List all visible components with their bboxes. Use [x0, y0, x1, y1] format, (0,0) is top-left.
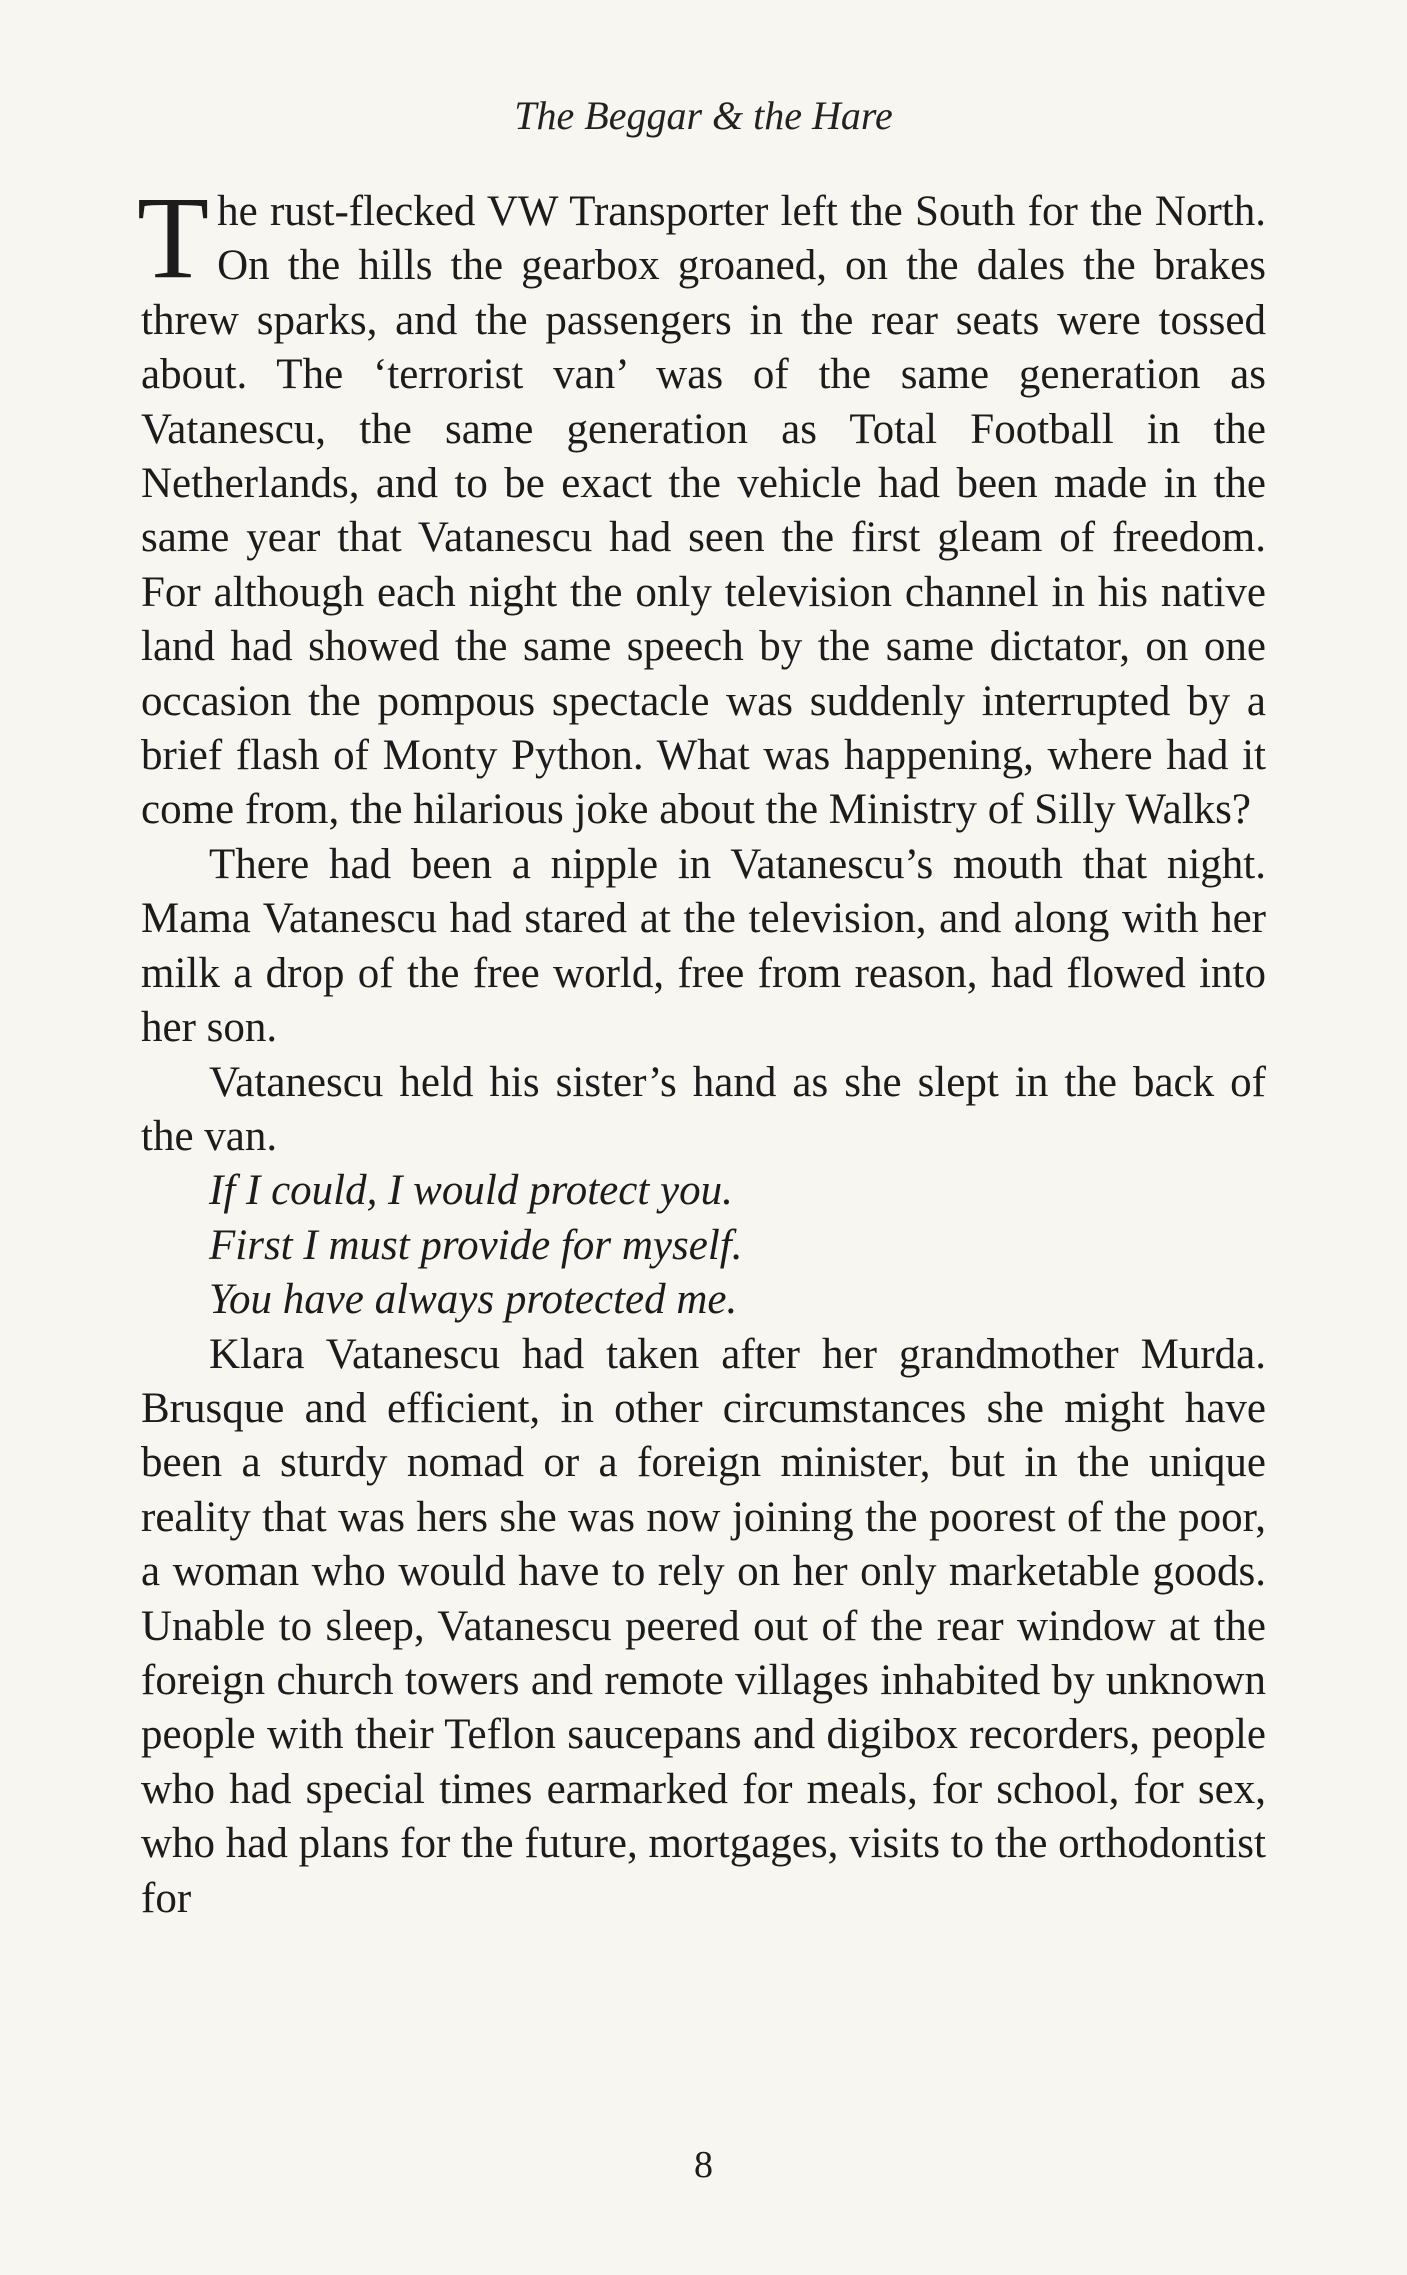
body-text — [137, 172, 1266, 1926]
paragraph-1-text: he rust-flecked VW Transporter left the South for the North. On the hills the gearbox groaned, on the dales the brakes threw sparks, and the passengers in the rear seats were tossed about. The ‘terrorist van’ was of the same generation as Vatanescu, the same generation as Total Football in the Netherlands, and to be exact the vehicle had been made in the same year that Vatanescu had seen the first gleam of freedom. For although each night the only television channel in his native land had showed the same speech by the same dictator, on one occasion the pompous spectacle was suddenly interrupted by a brief flash of Monty Python. What was happening, where had it come from, the hilarious joke about the Ministry of Silly Walks? — [141, 188, 1266, 834]
drop-cap: T — [137, 172, 210, 303]
running-title: The Beggar & the Hare — [514, 93, 893, 138]
paragraph-3: Vatanescu held his sister’s hand as she slept in the back of the van. — [141, 1058, 1266, 1160]
italic-line-2: First I must provide for myself. — [209, 1221, 743, 1269]
paragraph-2: There had been a nipple in Vatanescu’s mouth that night. Mama Vatanescu had stared at the television, and along with her milk a drop of the free world, free from reason, had flowed into her son. — [141, 840, 1266, 1052]
paragraph-4: Klara Vatanescu had taken after her grandmother Murda. Brusque and efficient, in other circumstances she might have been a sturdy nomad or a foreign minister, but in the unique reality that was hers she was now joining the poorest of the poor, a woman who would have to rely on her only marketable goods. Unable to sleep, Vatanescu peered out of the rear window at the foreign church towers and remote villages inhabited by unknown people with their Teflon saucepans and digibox recorders, people who had special times earmarked for meals, for school, for sex, who had plans for the future, mortgages, visits to the orthodontist for — [141, 1330, 1266, 1922]
paragraph-1 — [137, 172, 1266, 838]
italic-line-3: You have always protected me. — [209, 1276, 738, 1324]
italic-line-1: If I could, I would protect you. — [209, 1167, 733, 1215]
page-number: 8 — [694, 2144, 713, 2186]
